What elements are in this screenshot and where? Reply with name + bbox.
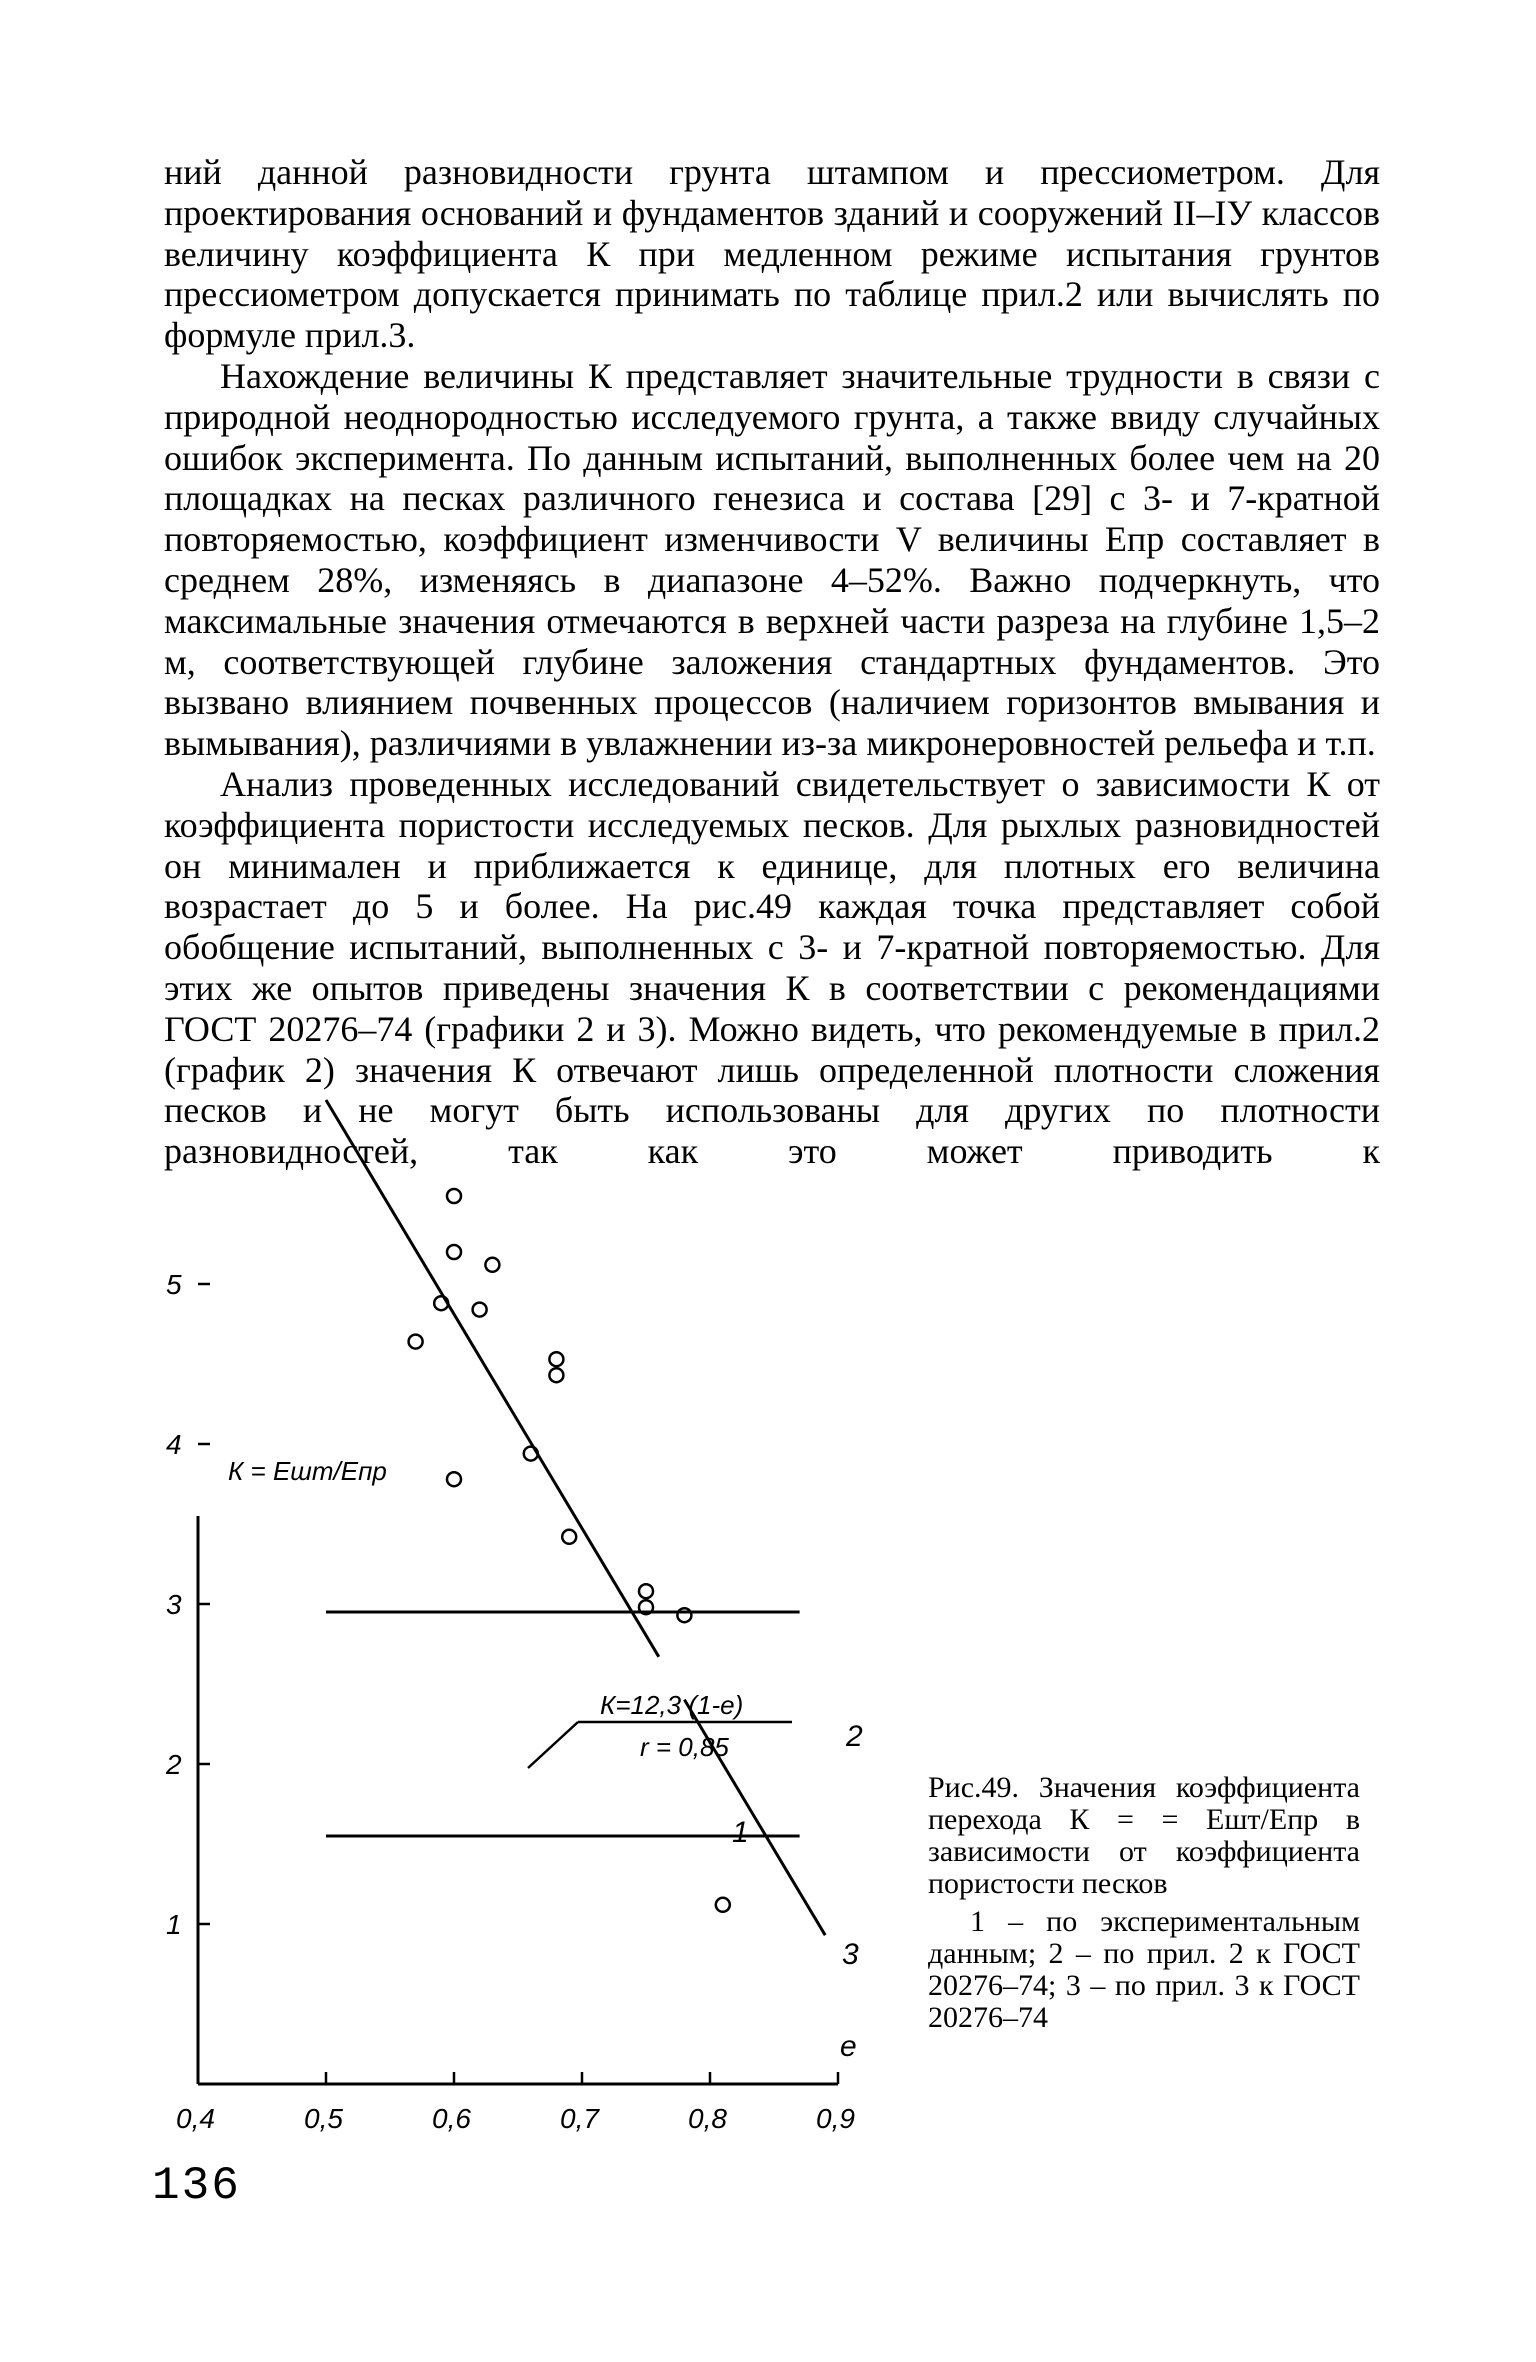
data-point <box>447 1472 461 1486</box>
y-tick-label: 3 <box>166 1589 182 1620</box>
x-axis-symbol: е <box>840 2030 857 2063</box>
paragraph-3: Анализ проведенных исследований свидетельствует о зависимости К от коэффициента пористости исследуемых песков. Для рыхлых разновидностей он минимален и приближается к единице, для плотных его величина возрастает до 5 и более. На рис.49 каждая точка представляет собой обобщение испытаний, выполненных с 3- и 7-кратной повторяемостью. Для этих же опытов приведены значения К в соответствии с рекомендациями ГОСТ 20276–74 (графики 2 и 3). Можно видеть, что рекомендуемые в прил.2 (график 2) значения К отвечают лишь определенной плотности сложения песков и не могут быть использованы для других по плотности разновидностей, так как это может приводить к <box>164 763 1380 1172</box>
figure-49 <box>150 1269 910 2140</box>
line-label-3: 3 <box>842 1938 859 1971</box>
caption-title: Рис.49. Значения коэффициента перехода К = = Eшт/Eпр в зависимости от коэффициента пористости песков <box>928 1771 1360 1900</box>
data-point <box>562 1530 576 1544</box>
y-tick-label: 4 <box>166 1429 182 1460</box>
x-tick-label: 0,5 <box>304 2103 343 2134</box>
data-point <box>447 1189 461 1203</box>
paragraph-2: Нахождение величины К представляет значительные трудности в связи с природной неоднородностью исследуемого грунта, а также ввиду случайных ошибок эксперимента. По данным испытаний, выполненных более чем на 20 площадках на песках различного генезиса и состава [29] с 3- и 7-кратной повторяемостью, коэффициент изменчивости V величины Eпр составляет в среднем 28%, изменяясь в диапазоне 4–52%. Важно подчеркнуть, что максимальные значения отмечаются в верхней части разреза на глубине 1,5–2 м, соответствующей глубине заложения стандартных фундаментов. Это вызвано влиянием почвенных процессов (наличием горизонтов вмывания и вымывания), различиями в увлажнении из-за микронеровностей рельефа и т.п. <box>164 355 1380 764</box>
x-tick-label: 0,4 <box>176 2103 215 2134</box>
data-point <box>716 1898 730 1912</box>
data-point <box>549 1352 563 1366</box>
paragraph-1: ний данной разновидности грунта штампом и прессиометром. Для проектирования оснований и фундаментов зданий и сооружений II–IУ классов величину коэффициента К при медленном режиме испытания грунтов прессиометром допускается принимать по таблице прил.2 или вычислять по формуле прил.3. <box>164 152 1380 356</box>
data-point <box>677 1608 691 1622</box>
line-label-2: 2 <box>846 1720 863 1753</box>
data-point <box>485 1258 499 1272</box>
y-tick-label: 1 <box>166 1909 182 1940</box>
body-text <box>164 152 1380 1172</box>
data-point <box>409 1335 423 1349</box>
correlation-label: r = 0,85 <box>640 1732 729 1762</box>
x-tick-label: 0,6 <box>432 2103 471 2134</box>
data-point <box>473 1303 487 1317</box>
data-point <box>447 1245 461 1259</box>
y-tick-label: 2 <box>166 1749 182 1780</box>
chart-svg <box>150 1269 910 2140</box>
regression-leader <box>528 1722 578 1768</box>
x-tick-label: 0,8 <box>688 2103 727 2134</box>
data-point <box>639 1584 653 1598</box>
x-tick-label: 0,7 <box>560 2103 599 2134</box>
y-tick-label: 5 <box>166 1269 182 1300</box>
line-1 <box>326 1100 659 1657</box>
x-tick-label: 0,9 <box>816 2103 855 2134</box>
page-number: 136 <box>152 2160 241 2212</box>
caption-legend: 1 – по экспериментальным данным; 2 – по прил. 2 к ГОСТ 20276–74; 3 – по прил. 3 к ГОСТ 20276–74 <box>928 1905 1360 2034</box>
figure-caption <box>928 1772 1360 2034</box>
line-label-1: 1 <box>732 1816 749 1849</box>
formula-label: К = Ешт/Епр <box>228 1456 387 1486</box>
data-point <box>549 1368 563 1382</box>
regression-label: К=12,3 (1-е) <box>600 1690 744 1720</box>
